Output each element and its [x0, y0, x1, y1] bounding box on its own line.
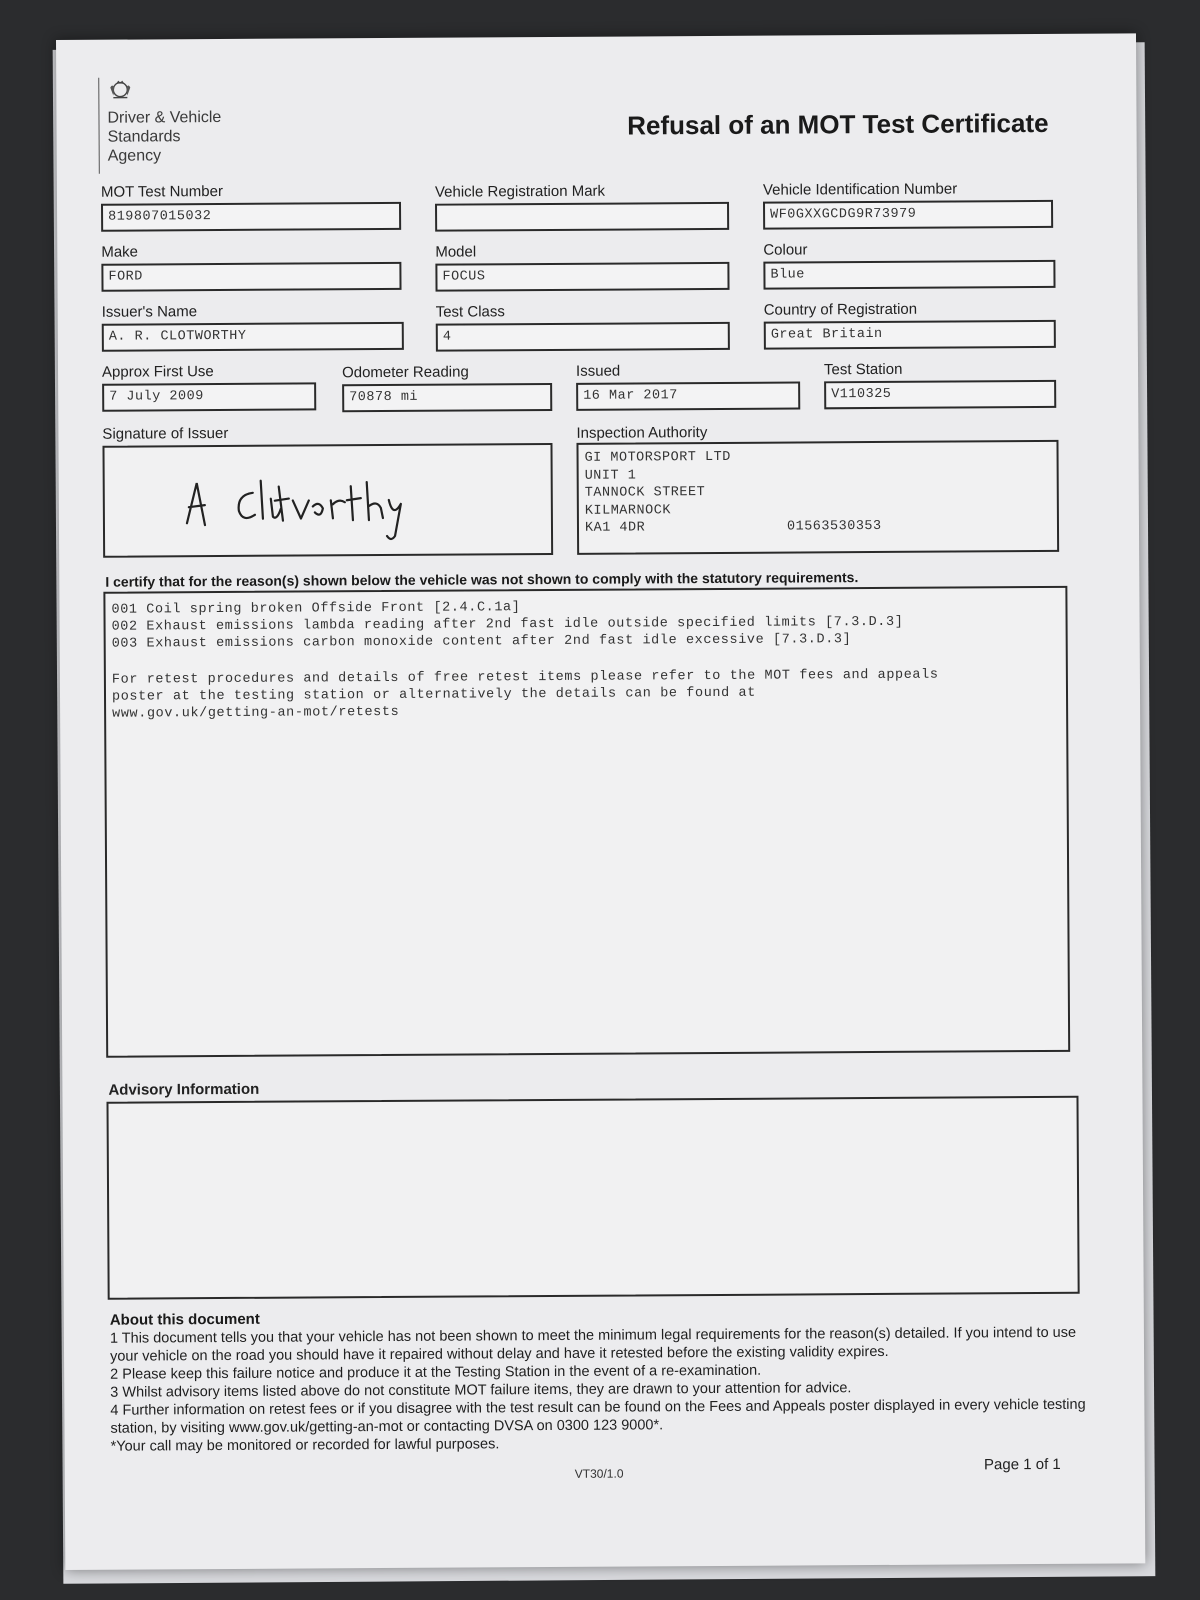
failure-reason: 003 Exhaust emissions carbon monoxide content after 2nd fast idle excessive [7.3.D.3] [111, 632, 852, 652]
authority-address-line: TANNOCK STREET [584, 485, 706, 501]
test-station-label: Test Station [823, 360, 903, 379]
vin-field: WF0GXXGCDG9R73979 [763, 200, 1053, 230]
about-item: 4 Further information on retest fees or if you disagree with the test result can be found on the Fees and Appeals poster displayed in every vehicle testing station, by visiting www.gov.uk/getting-an-mot or contacting DVSA on 0300 123 9000*. [110, 1396, 1086, 1437]
authority-postcode-row [585, 517, 1051, 537]
agency-name-line3: Agency [107, 147, 162, 165]
make-field: FORD [101, 262, 401, 292]
vrm-field [435, 202, 729, 232]
make-label: Make [101, 243, 139, 261]
authority-postcode: KA1 4DR [584, 520, 646, 536]
retest-note-line: www.gov.uk/getting-an-mot/retests [112, 704, 400, 722]
mot-test-number-label: MOT Test Number [100, 182, 223, 201]
advisory-label: Advisory Information [108, 1080, 260, 1099]
certification-statement: I certify that for the reason(s) shown below the vehicle was not shown to comply with the statutory requirements. [105, 569, 859, 590]
test-class-field: 4 [436, 322, 730, 352]
test-station-field: V110325 [824, 380, 1056, 409]
agency-name-line1: Driver & Vehicle [107, 108, 222, 127]
about-item: 3 Whilst advisory items listed above do not constitute MOT failure items, they are drawn to your attention for advice. [110, 1380, 852, 1401]
vrm-label: Vehicle Registration Mark [434, 182, 606, 201]
about-item: 1 This document tells you that your vehicle has not been shown to meet the minimum legal requirements for the reason(s) detailed. If you intend to use your vehicle on the road you should have it repaired without delay and have it retested before the existing validity expires. [109, 1324, 1077, 1365]
country-label: Country of Registration [763, 300, 918, 319]
advisory-box [106, 1096, 1079, 1300]
inspection-authority-box [576, 440, 1059, 555]
page-number: Page 1 of 1 [983, 1455, 1061, 1474]
failure-reason: 002 Exhaust emissions lambda reading after 2nd fast idle outside specified limits [7.3.D.3] [111, 614, 904, 635]
model-label: Model [435, 243, 477, 261]
about-heading: About this document [109, 1310, 260, 1329]
failure-reason: 001 Coil spring broken Offside Front [2.4.C.1a] [111, 600, 521, 618]
authority-address-line: UNIT 1 [584, 467, 637, 484]
odometer-label: Odometer Reading [341, 363, 469, 382]
issuer-signature [104, 445, 545, 552]
agency-name-line2: Standards [107, 128, 181, 146]
authority-address-line: KILMARNOCK [584, 502, 671, 519]
test-class-label: Test Class [435, 303, 505, 321]
royal-crest-icon [107, 78, 133, 102]
vin-label: Vehicle Identification Number [762, 180, 958, 199]
document-title: Refusal of an MOT Test Certificate [627, 107, 1049, 141]
inspection-authority-label: Inspection Authority [576, 424, 708, 442]
first-use-field: 7 July 2009 [102, 382, 316, 411]
colour-field: Blue [763, 260, 1055, 290]
about-item: *Your call may be monitored or recorded for lawful purposes. [110, 1436, 500, 1455]
issuer-name-label: Issuer's Name [101, 303, 198, 321]
failure-reasons-box [103, 586, 1070, 1058]
mot-refusal-certificate [56, 33, 1145, 1570]
signature-box [102, 443, 553, 558]
form-code: VT30/1.0 [574, 1466, 624, 1481]
retest-note-line: For retest procedures and details of free retest items please refer to the MOT fees and appeals [111, 667, 939, 688]
mot-test-number-field: 819807015032 [101, 202, 401, 232]
odometer-field: 70878 mi [342, 383, 552, 412]
about-text [110, 1324, 1091, 1456]
retest-note-line: poster at the testing station or alternatively the details can be found at [111, 685, 756, 705]
dvsa-logo [98, 77, 278, 174]
issued-field: 16 Mar 2017 [576, 381, 800, 410]
about-item: 2 Please keep this failure notice and produce it at the Testing Station in the event of a re-examination. [110, 1362, 762, 1383]
authority-phone: 01563530353 [786, 518, 882, 535]
first-use-label: Approx First Use [101, 363, 214, 381]
model-field: FOCUS [435, 262, 729, 292]
issuer-name-field: A. R. CLOTWORTHY [102, 322, 404, 352]
colour-label: Colour [763, 241, 808, 259]
country-field: Great Britain [764, 320, 1056, 350]
issued-label: Issued [575, 362, 621, 380]
signature-label: Signature of Issuer [102, 424, 229, 443]
authority-address-line: GI MOTORSPORT LTD [584, 449, 731, 466]
